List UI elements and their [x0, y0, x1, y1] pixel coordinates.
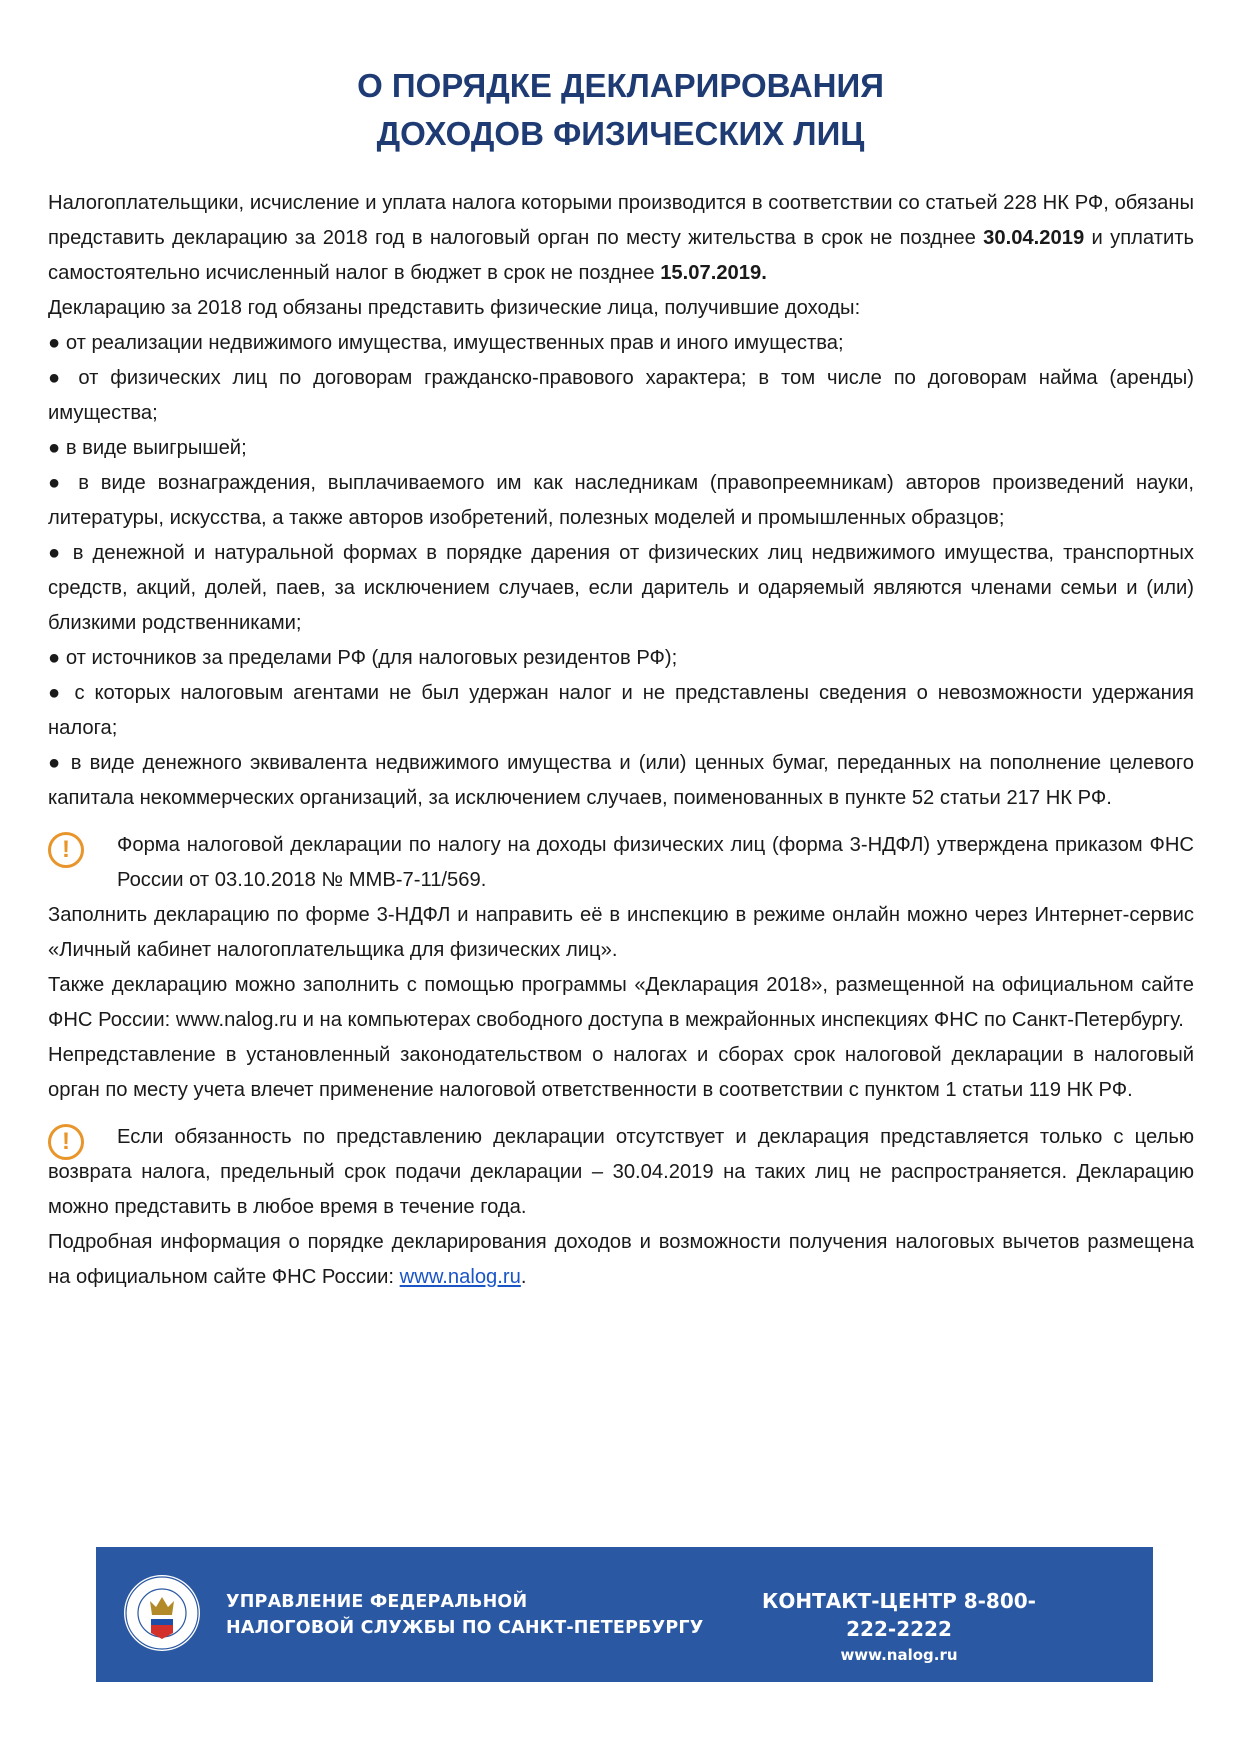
- list-item: ● от реализации недвижимого имущества, имущественных прав и иного имущества;: [48, 326, 1194, 361]
- intro-text-2: и уплатить самостоятельно исчисленный налог в бюджет в срок не позднее: [48, 227, 1194, 284]
- intro-paragraph: [48, 186, 1194, 291]
- org-line-1: УПРАВЛЕНИЕ ФЕДЕРАЛЬНОЙ: [226, 1592, 528, 1612]
- outro-paragraph: [48, 1225, 1194, 1295]
- nalog-link[interactable]: www.nalog.ru: [399, 1266, 521, 1288]
- notice-form-approval-text: Форма налоговой декларации по налогу на доходы физических лиц (форма 3-НДФЛ) утверждена приказом ФНС России от 03.10.2018 № ММВ-7-11/569.: [117, 834, 1194, 891]
- list-item: ● в виде выигрышей;: [48, 431, 1194, 466]
- deadline-payment: 15.07.2019.: [660, 262, 767, 284]
- paragraph-liability: Непредставление в установленный законодательством о налогах и сборах срок налоговой декларации в налоговый орган по месту учета влечет применение налоговой ответственности в соответствии с пунктом 1 статьи 119 НК РФ.: [48, 1044, 1194, 1101]
- paragraph-program: Также декларацию можно заполнить с помощью программы «Декларация 2018», размещенной на официальном сайте ФНС России: www.nalog.ru и на компьютерах свободного доступа в межрайонных инспекциях ФНС по Санкт-Петербургу.: [48, 974, 1194, 1031]
- list-item: ● от физических лиц по договорам гражданско-правового характера; в том числе по договорам найма (аренды) имущества;: [48, 361, 1194, 431]
- notice-refund-text: Если обязанность по представлению декларации отсутствует и декларация представляется только с целью возврата налога, предельный срок подачи декларации – 30.04.2019 на таких лиц не распространяется. Декларацию можно представить в любое время в течение года.: [48, 1126, 1194, 1218]
- intro-text-1: Налогоплательщики, исчисление и уплата налога которыми производится в соответствии со статьей 228 НК РФ, обязаны представить декларацию за 2018 год в налоговый орган по месту жительства в срок не позднее: [48, 192, 1194, 249]
- paragraph-online-service: Заполнить декларацию по форме 3-НДФЛ и направить её в инспекцию в режиме онлайн можно через Интернет-сервис «Личный кабинет налогоплательщика для физических лиц».: [48, 904, 1194, 961]
- list-item: ● с которых налоговым агентами не был удержан налог и не представлены сведения о невозможности удержания налога;: [48, 676, 1194, 746]
- title-line-1: О ПОРЯДКЕ ДЕКЛАРИРОВАНИЯ: [357, 67, 884, 104]
- org-line-2: НАЛОГОВОЙ СЛУЖБЫ ПО САНКТ-ПЕТЕРБУРГУ: [226, 1618, 704, 1638]
- contact-center-phone: КОНТАКТ-ЦЕНТР 8-800-222-2222: [762, 1589, 1036, 1641]
- list-item: ● от источников за пределами РФ (для налоговых резидентов РФ);: [48, 641, 1194, 676]
- warning-icon: !: [48, 832, 84, 868]
- notice-refund: [48, 1120, 1194, 1225]
- page-title: [0, 62, 1241, 158]
- list-item: ● в виде денежного эквивалента недвижимого имущества и (или) ценных бумаг, переданных на пополнение целевого капитала некоммерческих организаций, за исключением случаев, поименованных в пункте 52 статьи 217 НК РФ.: [48, 746, 1194, 816]
- title-line-2: ДОХОДОВ ФИЗИЧЕСКИХ ЛИЦ: [376, 115, 865, 152]
- organization-name: [226, 1589, 703, 1641]
- deadline-declaration: 30.04.2019: [983, 227, 1085, 249]
- outro-end: .: [520, 1266, 527, 1288]
- fns-emblem-icon: [122, 1573, 202, 1653]
- footer-banner: [96, 1547, 1153, 1682]
- warning-icon: !: [48, 1124, 84, 1160]
- outro-text: Подробная информация о порядке декларирования доходов и возможности получения налоговых вычетов размещена на официальном сайте ФНС России:: [48, 1231, 1194, 1288]
- list-item: ● в денежной и натуральной формах в порядке дарения от физических лиц недвижимого имущества, транспортных средств, акций, долей, паев, за исключением случаев, если даритель и одаряемый являются членами семьи и (или) близкими родственниками;: [48, 536, 1194, 641]
- list-intro: Декларацию за 2018 год обязаны представить физические лица, получившие доходы:: [48, 297, 861, 319]
- notice-form-approval: [48, 828, 1194, 898]
- list-item: ● в виде вознаграждения, выплачиваемого им как наследникам (правопреемникам) авторов произведений науки, литературы, искусства, а также авторов изобретений, полезных моделей и промышленных образцов;: [48, 466, 1194, 536]
- footer-site-link[interactable]: www.nalog.ru: [840, 1646, 958, 1664]
- document-body: [48, 186, 1194, 1295]
- contact-block: [744, 1587, 1054, 1667]
